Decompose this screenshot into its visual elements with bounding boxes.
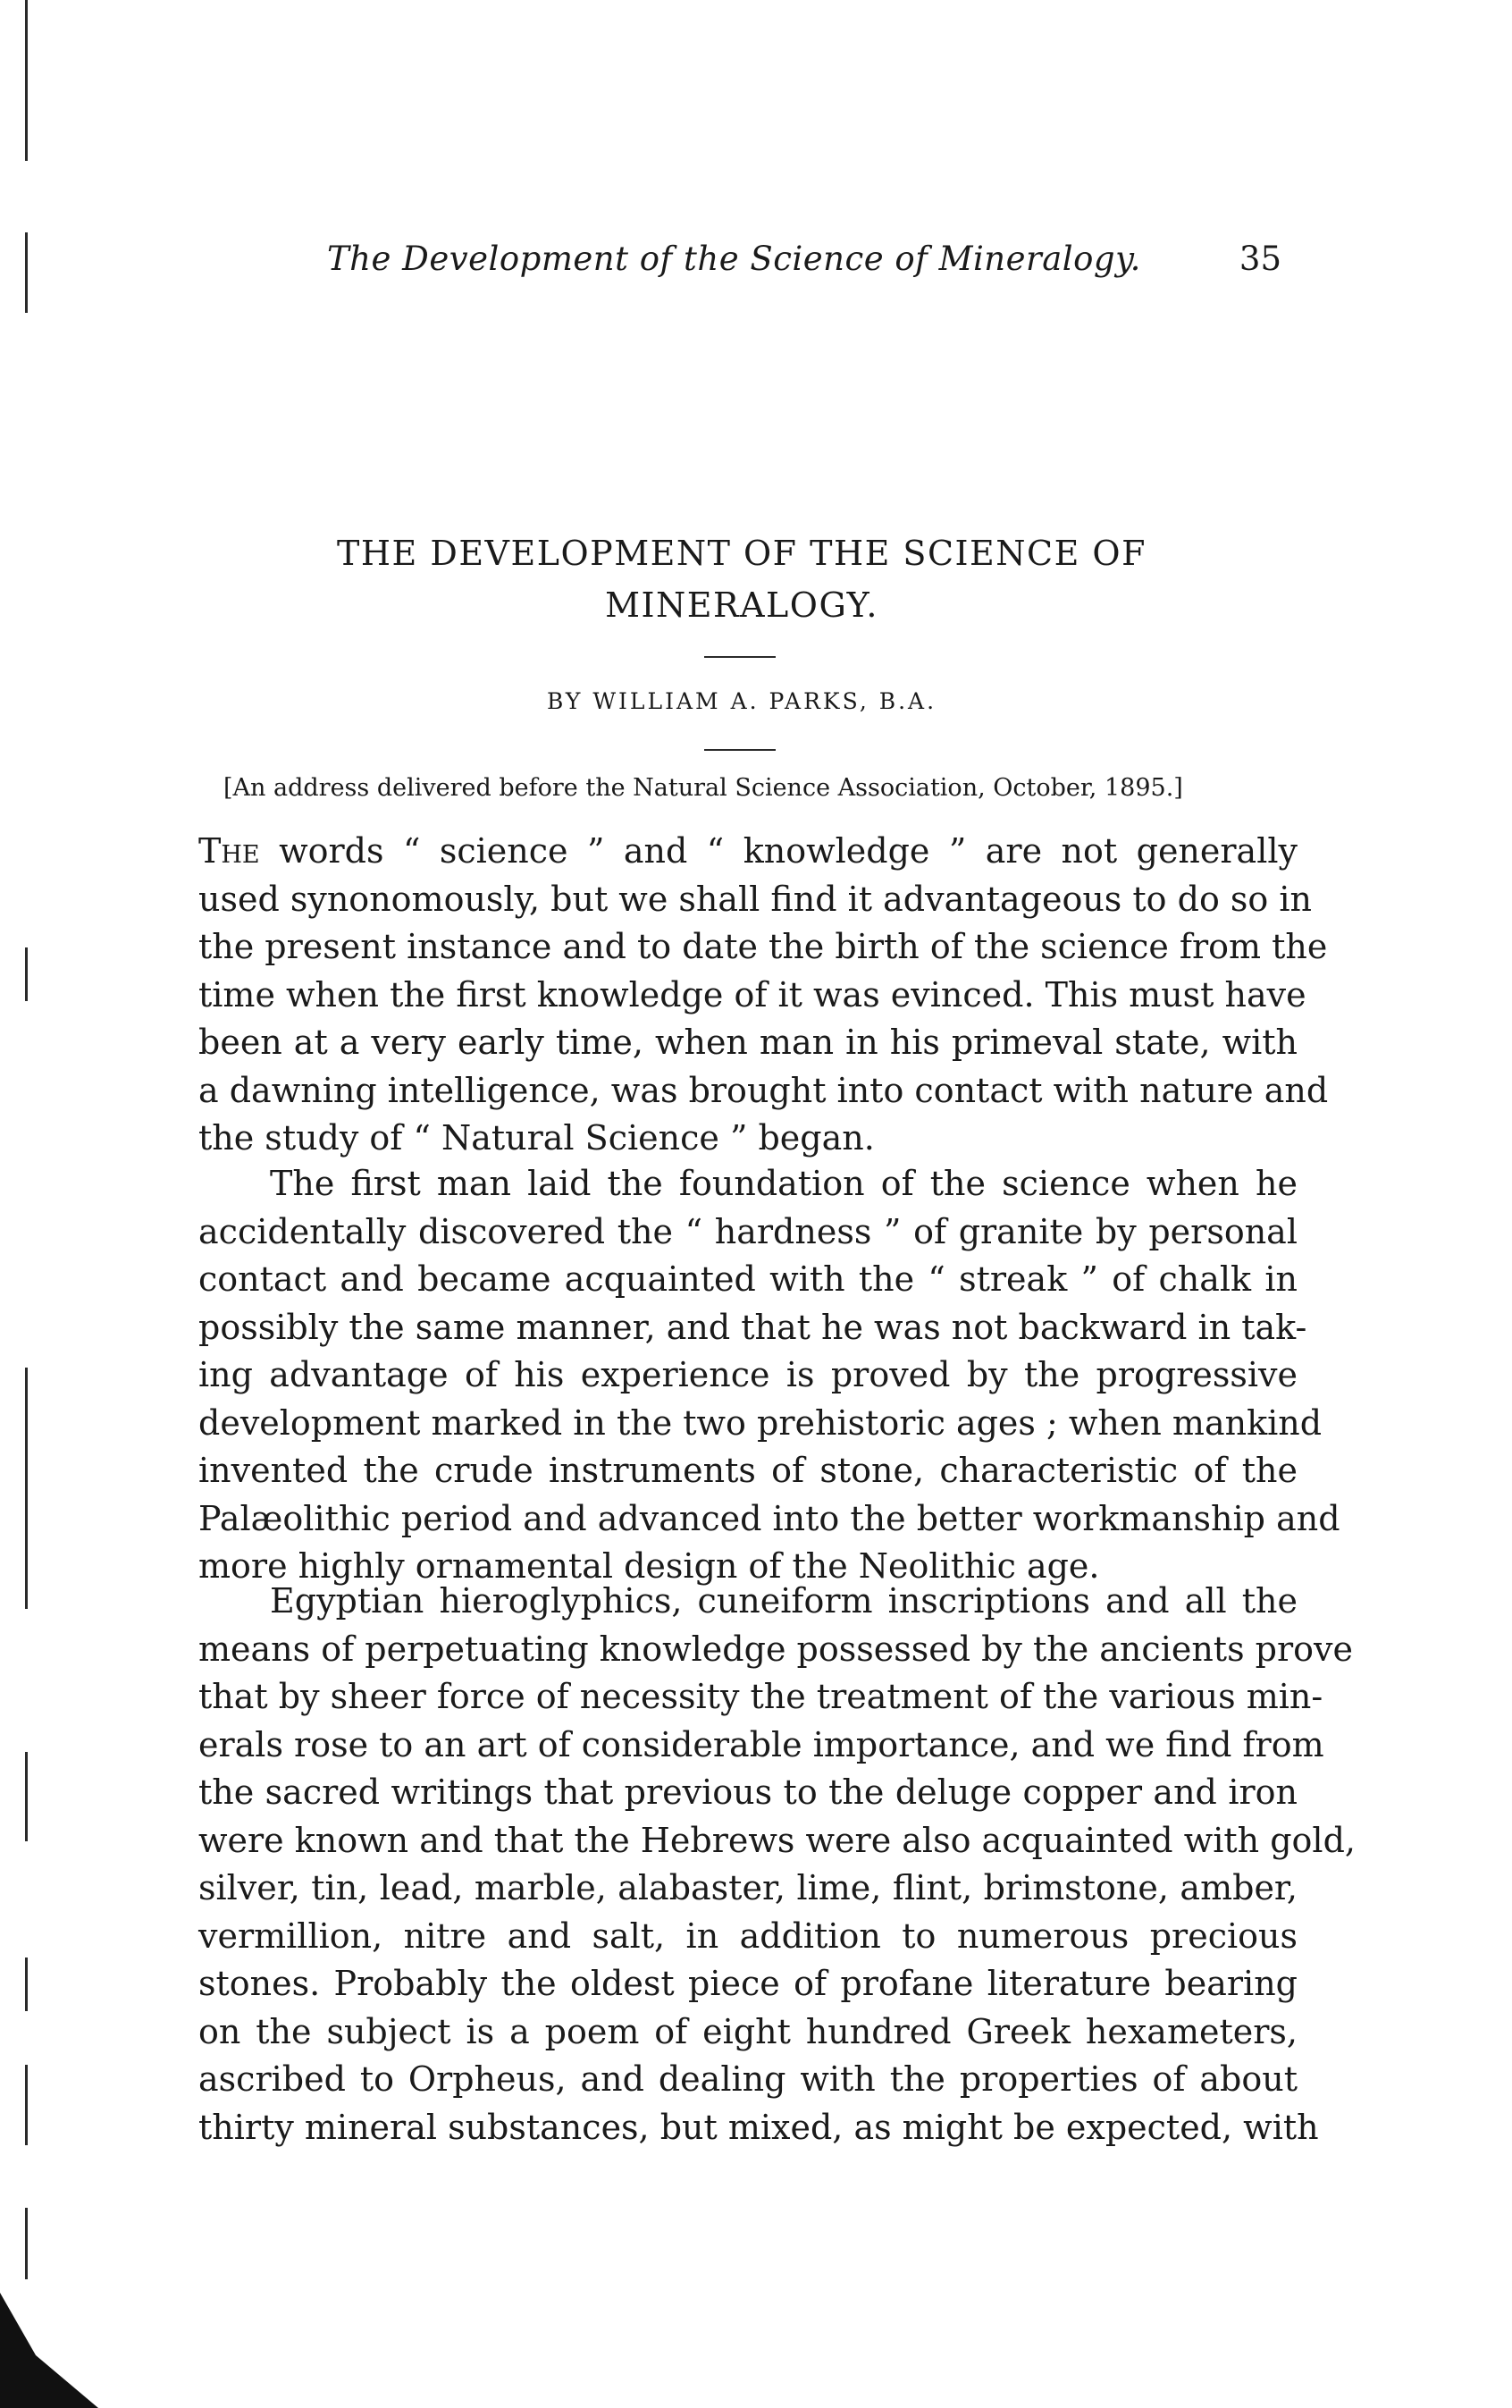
paragraph-line: been at a very early time, when man in his primeval state, with: [198, 1023, 1298, 1062]
paragraph-line: means of perpetuating knowledge possessed by the ancients prove: [198, 1629, 1353, 1669]
paragraph-line: on the subject is a poem of eight hundred Greek hexameters,: [198, 2011, 1298, 2051]
paragraph-line: time when the first knowledge of it was evinced. This must have: [198, 974, 1306, 1015]
article-title-line-1: THE DEVELOPMENT OF THE SCIENCE OF: [337, 534, 1147, 573]
paragraph-line: development marked in the two prehistoric ages ; when mankind: [198, 1402, 1323, 1443]
article-title-line-2: MINERALOGY.: [605, 585, 878, 625]
paragraph-line: The words “ science ” and “ knowledge ” are not generally: [198, 831, 1298, 871]
paragraph-line: that by sheer force of necessity the treatment of the various min-: [198, 1677, 1323, 1716]
page-corner-shadow: [0, 2266, 98, 2408]
paragraph-line: the study of “ Natural Science ” began.: [198, 1118, 875, 1158]
page-number: 35: [1239, 240, 1281, 278]
paragraph-line: The first man laid the foundation of the science when he: [270, 1164, 1298, 1203]
paragraph-3: [198, 1578, 1356, 2151]
paragraph-line: possibly the same manner, and that he was not backward in tak-: [198, 1307, 1307, 1347]
paragraph-2: [198, 1160, 1340, 1591]
paragraph-line: Egyptian hieroglyphics, cuneiform inscriptions and all the: [270, 1581, 1298, 1621]
paragraph-line: accidentally discovered the “ hardness ” of granite by personal: [198, 1211, 1298, 1251]
paragraph-1: [198, 828, 1329, 1163]
paragraph-line: used synonomously, but we shall find it advantageous to do so in: [198, 879, 1312, 919]
paragraph-line: ing advantage of his experience is proved by the progressive: [198, 1355, 1298, 1394]
scan-edge-shadow: [20, 0, 32, 2408]
paragraph-line: the present instance and to date the birth of the science from the: [198, 927, 1328, 966]
byline-divider: [704, 749, 776, 751]
paragraph-line: silver, tin, lead, marble, alabaster, lime, flint, brimstone, amber,: [198, 1868, 1298, 1907]
paragraph-line: the sacred writings that previous to the deluge copper and iron: [198, 1772, 1298, 1812]
paragraph-line: vermillion, nitre and salt, in addition to numerous precious: [198, 1915, 1298, 1956]
paragraph-line: Palæolithic period and advanced into the better workmanship and: [198, 1498, 1340, 1538]
paragraph-line: erals rose to an art of considerable importance, and we find from: [198, 1724, 1324, 1764]
paragraph-line: ascribed to Orpheus, and dealing with the properties of about: [198, 2059, 1298, 2099]
paragraph-line: were known and that the Hebrews were also acquainted with gold,: [198, 1820, 1356, 1860]
paragraph-line: more highly ornamental design of the Neolithic age.: [198, 1546, 1100, 1586]
title-divider: [704, 656, 776, 658]
paragraph-lead-word: The: [198, 831, 260, 871]
author-byline: BY WILLIAM A. PARKS, B.A.: [546, 688, 937, 714]
address-note: [An address delivered before the Natural Science Association, October, 1895.]: [223, 774, 1183, 802]
paragraph-line: contact and became acquainted with the “ streak ” of chalk in: [198, 1259, 1298, 1299]
paragraph-line: thirty mineral substances, but mixed, as might be expected, with: [198, 2107, 1319, 2147]
running-head-title: The Development of the Science of Mineralogy.: [327, 240, 1141, 278]
paragraph-line: stones. Probably the oldest piece of profane literature bearing: [198, 1964, 1298, 2003]
paragraph-line: a dawning intelligence, was brought into contact with nature and: [198, 1070, 1329, 1110]
paragraph-line: invented the crude instruments of stone, characteristic of the: [198, 1451, 1298, 1490]
running-head: [327, 240, 1292, 293]
